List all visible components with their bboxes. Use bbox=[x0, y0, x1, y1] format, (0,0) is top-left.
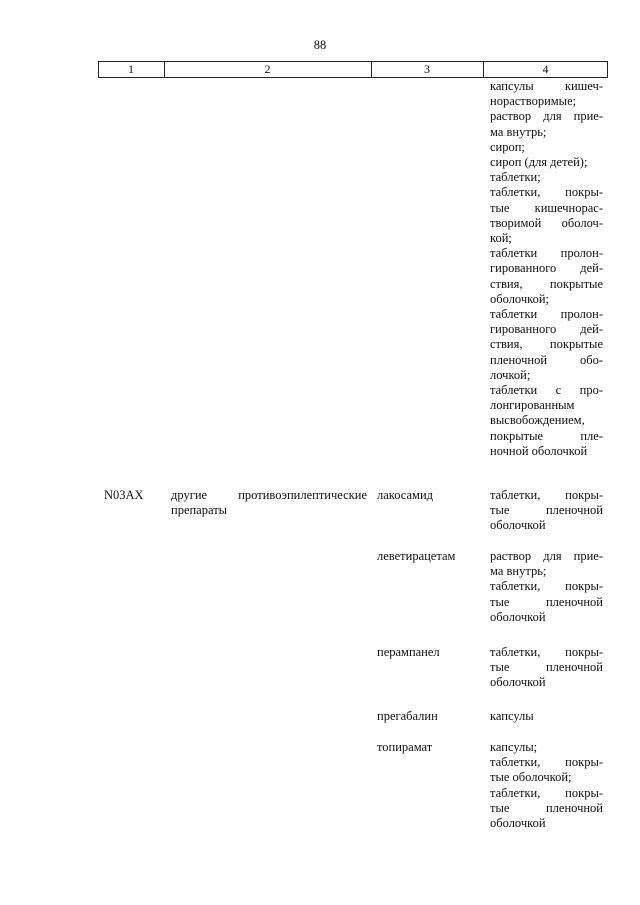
form-line: таблетки, покры- bbox=[490, 488, 603, 502]
form-line: лочкой; bbox=[490, 367, 531, 382]
form-line: таблетки, покры- bbox=[490, 755, 603, 770]
header-col-3: 3 bbox=[424, 62, 430, 76]
drug-name: лакосамид bbox=[377, 488, 433, 502]
form-line: творимой оболоч- bbox=[490, 215, 603, 230]
form-line: тые пленочной bbox=[490, 660, 603, 675]
form-line: тые пленочной bbox=[490, 800, 603, 815]
form-line: оболочкой bbox=[490, 816, 546, 831]
atc-code: N03AX bbox=[104, 488, 144, 502]
form-line: таблетки пролон- bbox=[490, 246, 603, 261]
page-number: 88 bbox=[313, 38, 327, 52]
form-line: оболочкой bbox=[490, 518, 546, 533]
form-line: тые оболочкой; bbox=[490, 770, 572, 785]
drug-name: перампанел bbox=[377, 645, 440, 659]
drug-name: прегабалин bbox=[377, 709, 438, 723]
drug-dosage-forms bbox=[490, 549, 603, 625]
drug-name: топирамат bbox=[377, 740, 433, 754]
group-name-line: другие противоэпилептические bbox=[171, 488, 367, 502]
group-name-line: препараты bbox=[171, 503, 228, 518]
form-line: ма внутрь; bbox=[490, 564, 547, 579]
drug-name: леветирацетам bbox=[377, 549, 456, 563]
form-line: таблетки пролон- bbox=[490, 307, 603, 322]
form-line: капсулы; bbox=[490, 740, 538, 754]
group-name bbox=[171, 488, 367, 518]
table-header-row bbox=[98, 61, 608, 78]
form-line: тые пленочной bbox=[490, 503, 603, 518]
form-line: сироп (для детей); bbox=[490, 155, 588, 170]
form-line: норастворимые; bbox=[490, 94, 577, 109]
form-line: таблетки, покры- bbox=[490, 185, 603, 200]
form-line: оболочкой; bbox=[490, 291, 549, 306]
form-line: таблетки, покры- bbox=[490, 579, 603, 594]
drug-dosage-forms bbox=[490, 740, 603, 831]
form-line: таблетки, покры- bbox=[490, 645, 603, 659]
form-line: таблетки, покры- bbox=[490, 785, 603, 800]
form-line: тые кишечнорас- bbox=[490, 200, 603, 215]
header-col-2: 2 bbox=[264, 62, 271, 76]
form-line: раствор для прие- bbox=[490, 549, 603, 563]
form-line: ночной оболочкой bbox=[490, 443, 588, 458]
form-line: ствия, покрытые bbox=[490, 276, 603, 291]
form-line: ма внутрь; bbox=[490, 124, 547, 139]
drug-dosage-forms bbox=[490, 645, 603, 691]
form-line: капсулы bbox=[490, 709, 534, 723]
form-line: гированного дей- bbox=[490, 261, 603, 276]
drug-dosage-forms bbox=[490, 488, 603, 534]
header-col-4: 4 bbox=[542, 62, 549, 76]
form-line: таблетки; bbox=[490, 170, 541, 185]
form-line: покрытые пле- bbox=[490, 428, 603, 443]
header-col-1: 1 bbox=[128, 62, 134, 76]
form-line: лонгированным bbox=[490, 398, 575, 413]
form-line: тые пленочной bbox=[490, 594, 603, 609]
form-line: кой; bbox=[490, 231, 512, 246]
form-line: раствор для прие- bbox=[490, 109, 603, 124]
form-line: таблетки с про- bbox=[490, 383, 603, 398]
form-line: сироп; bbox=[490, 139, 525, 154]
drug-dosage-forms bbox=[490, 709, 603, 724]
form-line: ствия, покрытые bbox=[490, 337, 603, 352]
form-line: оболочкой bbox=[490, 609, 546, 624]
continuation-dosage-forms bbox=[490, 79, 603, 459]
form-line: пленочной обо- bbox=[490, 352, 603, 367]
form-line: оболочкой bbox=[490, 675, 546, 690]
form-line: высвобождением, bbox=[490, 413, 585, 428]
form-line: гированного дей- bbox=[490, 322, 603, 337]
form-line: капсулы кишеч- bbox=[490, 79, 603, 93]
